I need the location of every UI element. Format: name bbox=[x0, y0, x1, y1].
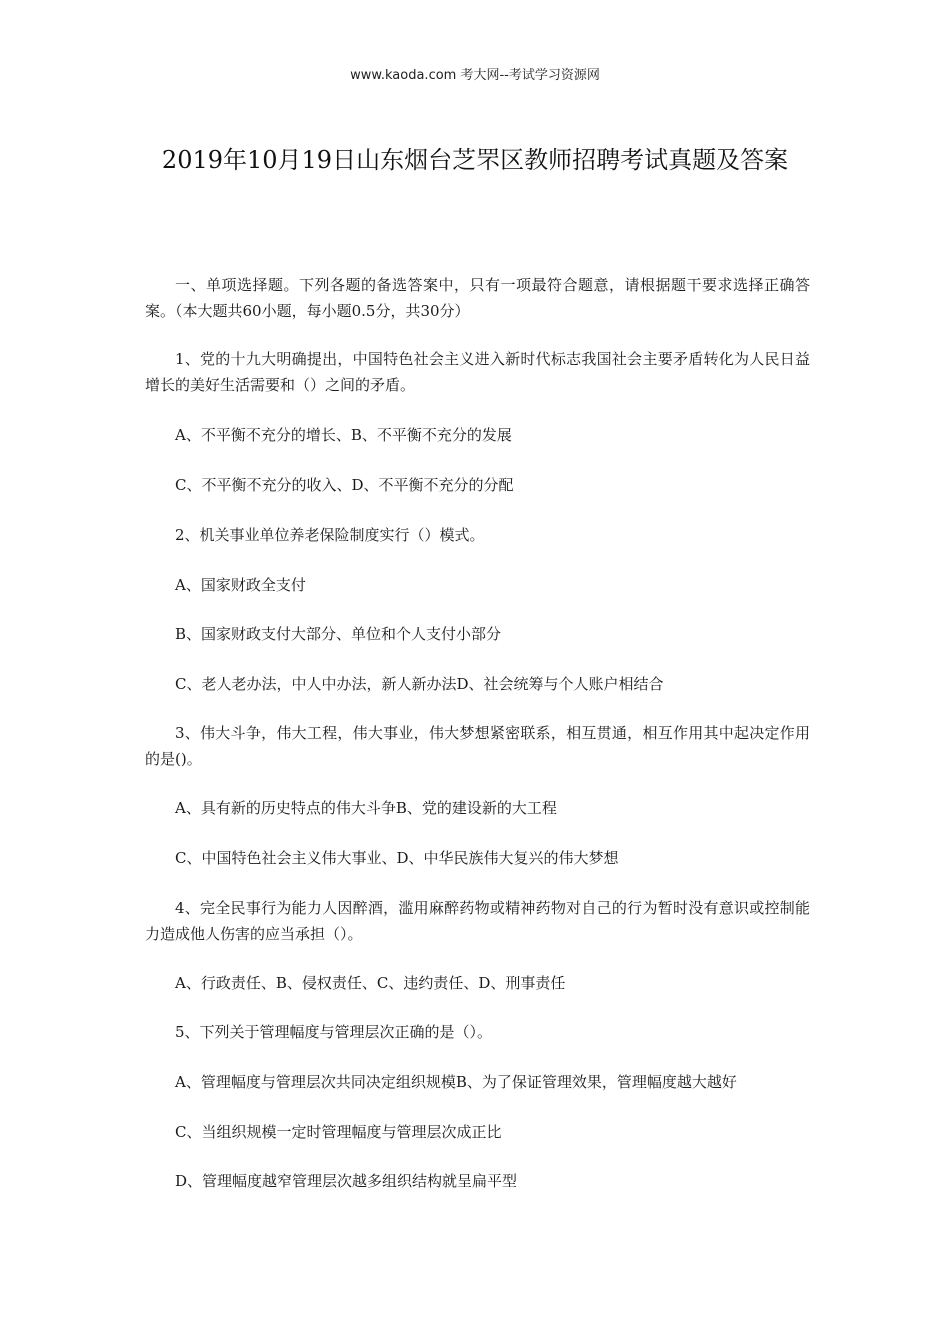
question-1-option-line: C、不平衡不充分的收入、D、不平衡不充分的分配 bbox=[175, 476, 514, 494]
question-3-stem: 3、伟大斗争，伟大工程，伟大事业，伟大梦想紧密联系，相互贯通，相互作用其中起决定作用的是()。 bbox=[145, 724, 810, 768]
question-5-stem: 5、下列关于管理幅度与管理层次正确的是（）。 bbox=[175, 1023, 493, 1041]
question-2-stem: 2、机关事业单位养老保险制度实行（）模式。 bbox=[175, 526, 485, 544]
section-intro: 一、单项选择题。下列各题的备选答案中，只有一项最符合题意，请根据题干要求选择正确答案。（本大题共60小题，每小题0.5分，共30分） bbox=[145, 276, 810, 320]
page-header: www.kaoda.com 考大网--考试学习资源网 bbox=[350, 68, 600, 83]
question-3-option-line: C、中国特色社会主义伟大事业、D、中华民族伟大复兴的伟大梦想 bbox=[175, 849, 619, 867]
question-1-stem: 1、党的十九大明确提出，中国特色社会主义进入新时代标志我国社会主要矛盾转化为人民日益增长的美好生活需要和（）之间的矛盾。 bbox=[145, 350, 810, 394]
question-5-option-line: C、当组织规模一定时管理幅度与管理层次成正比 bbox=[175, 1123, 502, 1141]
question-2-option-line: A、国家财政全支付 bbox=[175, 576, 306, 594]
question-1-option-line: A、不平衡不充分的增长、B、不平衡不充分的发展 bbox=[175, 426, 512, 444]
question-5-option-line: D、管理幅度越窄管理层次越多组织结构就呈扁平型 bbox=[175, 1172, 518, 1190]
question-2-option-line: B、国家财政支付大部分、单位和个人支付小部分 bbox=[175, 625, 502, 643]
page-title: 2019年10月19日山东烟台芝罘区教师招聘考试真题及答案 bbox=[161, 146, 789, 174]
question-2-option-line: C、老人老办法，中人中办法，新人新办法D、社会统筹与个人账户相结合 bbox=[175, 675, 664, 693]
question-3-option-line: A、具有新的历史特点的伟大斗争B、党的建设新的大工程 bbox=[175, 799, 557, 817]
question-5-option-line: A、管理幅度与管理层次共同决定组织规模B、为了保证管理效果，管理幅度越大越好 bbox=[175, 1073, 737, 1091]
question-4-option-line: A、行政责任、B、侵权责任、C、违约责任、D、刑事责任 bbox=[175, 974, 566, 992]
question-4-stem: 4、完全民事行为能力人因醉酒，滥用麻醉药物或精神药物对自己的行为暂时没有意识或控制能力造成他人伤害的应当承担（）。 bbox=[145, 899, 810, 943]
